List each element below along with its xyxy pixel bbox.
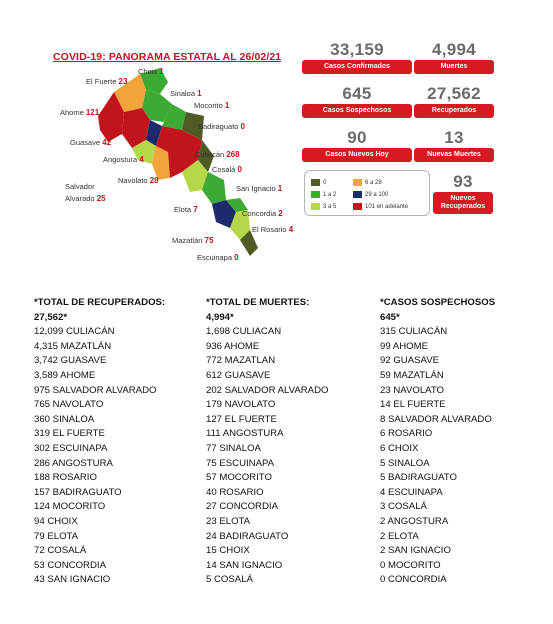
list-item: 23 ELOTA: [206, 515, 251, 527]
stat-nuevas-muertes-value: 13: [444, 128, 464, 147]
list-item: 4 ESCUINAPA: [380, 486, 443, 498]
list-item: 124 MOCORITO: [34, 501, 106, 513]
stat-sospechosos: [302, 84, 412, 118]
list-item: 188 ROSARIO: [34, 472, 97, 484]
muertes-total: 4,994*: [206, 311, 234, 323]
map-label-alvarado: Alvarado 25: [65, 194, 106, 203]
map-label-san-ignacio: San Ignacio 1: [236, 184, 283, 193]
list-item: 53 CONCORDIA: [34, 559, 106, 571]
recuperados-list: [34, 296, 204, 588]
list-item: 75 ESCUINAPA: [206, 457, 275, 469]
list-item: 612 GUASAVE: [206, 369, 271, 381]
list-item: 12,099 CULIACÁN: [34, 326, 115, 338]
list-item: 5 SINALOA: [380, 457, 430, 469]
legend-item: 3 a 5: [311, 203, 336, 210]
legend-swatch: [311, 203, 320, 210]
list-item: 43 SAN IGNACIO: [34, 574, 111, 586]
map-legend: [304, 170, 430, 216]
list-item: 179 NAVOLATO: [206, 399, 276, 411]
list-item: 8 SALVADOR ALVARADO: [380, 413, 492, 425]
sospechosos-total: 645*: [380, 311, 400, 323]
stat-sospechosos-value: 645: [342, 84, 372, 103]
legend-swatch: [353, 203, 362, 210]
map-label-salvador: Salvador: [65, 182, 95, 191]
list-item: 360 SINALOA: [34, 413, 95, 425]
stat-nuevos-recuperados-label: Nuevos Recuperados: [433, 192, 493, 214]
list-item: 72 COSALÁ: [34, 545, 87, 557]
list-item: 5 COSALÁ: [206, 574, 253, 586]
recuperados-total: 27,562*: [34, 311, 68, 323]
list-item: 319 EL FUERTE: [34, 428, 105, 440]
map-label-ahome: Ahome 121: [60, 108, 100, 117]
list-item: 1,698 CULIACAN: [206, 326, 282, 338]
map-label-el-fuerte: El Fuerte 23: [86, 77, 128, 86]
map-label-badiraguato: Badiraguato 0: [198, 122, 245, 131]
stat-muertes: [414, 40, 494, 74]
list-item: 5 BADIRAGUATO: [380, 472, 457, 484]
list-item: 6 CHOIX: [380, 442, 419, 454]
stat-confirmados-value: 33,159: [330, 40, 384, 59]
list-item: 40 ROSARIO: [206, 486, 264, 498]
list-item: 79 ELOTA: [34, 530, 79, 542]
recuperados-header: *TOTAL DE RECUPERADOS:: [34, 297, 166, 308]
stat-recuperados-label: Recuperados: [414, 104, 494, 118]
page-title: COVID-19: PANORAMA ESTATAL AL 26/02/21: [53, 51, 282, 63]
stat-nuevos-hoy: [302, 128, 412, 162]
map-label-guasave: Guasave 42: [70, 138, 112, 147]
stat-muertes-value: 4,994: [431, 40, 477, 59]
list-item: 94 CHOIX: [34, 515, 78, 527]
stat-nuevos-recuperados-value: 93: [453, 172, 473, 191]
list-item: 92 GUASAVE: [380, 355, 440, 367]
map-label-culiacan: Culiacán 268: [195, 150, 240, 159]
map-label-elota: Elota 7: [174, 205, 198, 214]
list-item: 2 SAN IGNACIO: [380, 545, 451, 557]
stat-nuevas-muertes-label: Nuevas Muertes: [414, 148, 494, 162]
list-item: 57 MOCORITO: [206, 472, 272, 484]
map-label-sinaloa: Sinaloa 1: [170, 89, 202, 98]
map-label-el-rosario: El Rosario 4: [252, 225, 294, 234]
stat-muertes-label: Muertes: [414, 60, 494, 74]
list-item: 765 NAVOLATO: [34, 399, 104, 411]
list-item: 3,742 GUASAVE: [34, 355, 107, 367]
list-item: 77 SINALOA: [206, 442, 261, 454]
map-label-escuinapa: Escuinapa 0: [197, 253, 239, 262]
list-item: 202 SALVADOR ALVARADO: [206, 384, 329, 396]
list-item: 286 ANGOSTURA: [34, 457, 113, 469]
list-item: 59 MAZATLÁN: [380, 369, 444, 381]
stat-nuevos-hoy-value: 90: [347, 128, 367, 147]
list-item: 111 ANGOSTURA: [206, 428, 284, 440]
list-item: 302 ESCUINAPA: [34, 442, 108, 454]
legend-swatch: [353, 191, 362, 198]
sospechosos-header: *CASOS SOSPECHOSOS: [380, 297, 496, 308]
list-item: 99 AHOME: [380, 340, 428, 352]
stat-sospechosos-label: Casos Sospechosos: [302, 104, 412, 118]
list-item: 3 COSALÁ: [380, 501, 427, 513]
stat-nuevas-muertes: [414, 128, 494, 162]
map-label-concordia: Concordia 2: [242, 209, 283, 218]
list-item: 157 BADIRAGUATO: [34, 486, 122, 498]
legend-swatch: [353, 179, 362, 186]
list-item: 772 MAZATLAN: [206, 355, 276, 367]
legend-item: 1 a 2: [311, 191, 336, 198]
list-item: 24 BADIRAGUATO: [206, 530, 289, 542]
map-label-navolato: Navolato 28: [118, 176, 159, 185]
list-item: 15 CHOIX: [206, 545, 250, 557]
list-item: 127 EL FUERTE: [206, 413, 277, 425]
stat-nuevos-recuperados: [433, 172, 493, 214]
map-label-mazatlan: Mazatlán 75: [172, 236, 214, 245]
list-item: 315 CULIACÁN: [380, 326, 448, 338]
legend-swatch: [311, 179, 320, 186]
list-item: 2 ANGOSTURA: [380, 515, 449, 527]
map-label-choix: Choix 1: [138, 67, 164, 76]
list-item: 27 CONCORDIA: [206, 501, 278, 513]
list-item: 975 SALVADOR ALVARADO: [34, 384, 157, 396]
list-item: 3,589 AHOME: [34, 369, 96, 381]
list-item: 2 ELOTA: [380, 530, 419, 542]
list-item: 14 SAN IGNACIO: [206, 559, 283, 571]
legend-item: 6 a 28: [353, 179, 382, 186]
legend-item: 29 a 100: [353, 191, 388, 198]
list-item: 14 EL FUERTE: [380, 399, 446, 411]
list-item: 6 ROSARIO: [380, 428, 433, 440]
legend-item: 0: [311, 179, 326, 186]
muertes-list: [206, 296, 376, 588]
stat-confirmados: [302, 40, 412, 74]
stat-recuperados: [414, 84, 494, 118]
legend-swatch: [311, 191, 320, 198]
stat-recuperados-value: 27,562: [427, 84, 481, 103]
map-label-cosala: Cosalá 0: [212, 165, 242, 174]
muertes-header: *TOTAL DE MUERTES:: [206, 297, 310, 308]
list-item: 0 MOCORITO: [380, 559, 441, 571]
legend-item: 101 en adelante: [353, 203, 408, 210]
map-label-angostura: Angostura 4: [103, 155, 144, 164]
sospechosos-list: [380, 296, 550, 588]
stat-nuevos-hoy-label: Casos Nuevos Hoy: [302, 148, 412, 162]
list-item: 23 NAVOLATO: [380, 384, 444, 396]
map-label-mocorito: Mocorito 1: [194, 101, 230, 110]
list-item: 0 CONCORDIA: [380, 574, 447, 586]
list-item: 936 AHOME: [206, 340, 260, 352]
list-item: 4,315 MAZATLÁN: [34, 340, 112, 352]
stat-confirmados-label: Casos Confirmados: [302, 60, 412, 74]
